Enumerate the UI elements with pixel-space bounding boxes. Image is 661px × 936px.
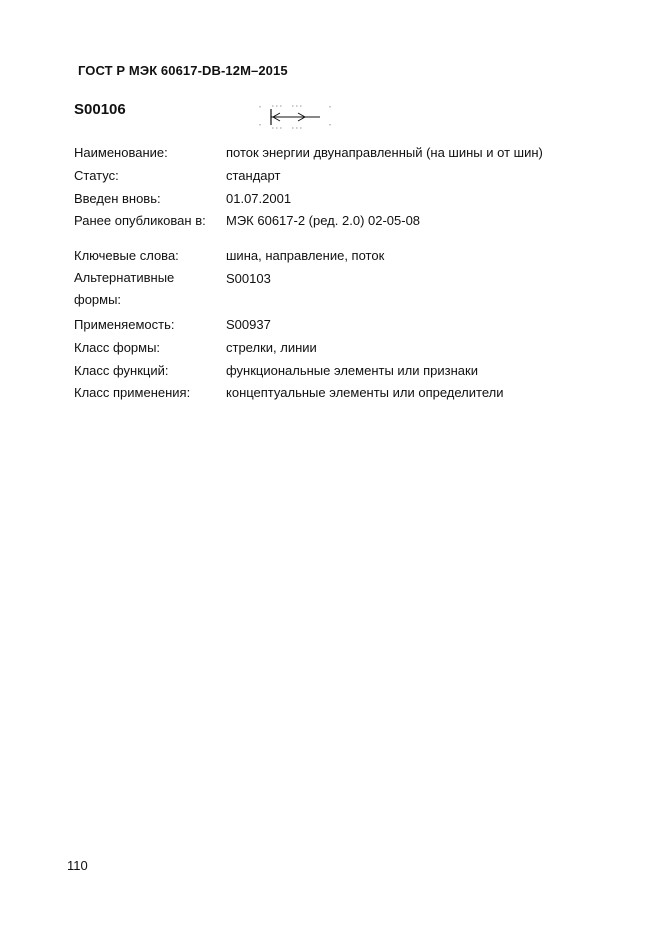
field-value: 01.07.2001	[226, 191, 292, 206]
field-value: поток энергии двунаправленный (на шины и от шин)	[226, 145, 543, 160]
field-row-applicability	[74, 317, 634, 337]
field-value: шина, направление, поток	[226, 248, 385, 263]
field-value: S00937	[226, 317, 271, 332]
page-number: 110	[67, 858, 88, 873]
field-value: функциональные элементы или признаки	[226, 363, 478, 378]
field-label: Класс применения:	[74, 385, 191, 400]
field-value: стандарт	[226, 168, 281, 183]
field-label: Класс функций:	[74, 363, 169, 378]
field-row-alternative-forms	[74, 267, 634, 311]
field-row-introduced	[74, 191, 634, 211]
field-label: Наименование:	[74, 145, 168, 160]
field-value: стрелки, линии	[226, 340, 317, 355]
bidirectional-energy-flow-to-bus-icon	[258, 104, 338, 130]
field-label: Класс формы:	[74, 340, 161, 355]
field-row-keywords	[74, 248, 634, 268]
field-label: Ранее опубликован в:	[74, 213, 206, 228]
field-row-function-class	[74, 363, 634, 383]
field-label: Применяемость:	[74, 317, 175, 332]
field-row-name	[74, 145, 634, 165]
field-row-status	[74, 168, 634, 188]
field-row-form-class	[74, 340, 634, 360]
field-value: МЭК 60617-2 (ред. 2.0) 02-05-08	[226, 213, 421, 228]
document-header: ГОСТ Р МЭК 60617-DB-12M–2015	[78, 63, 288, 78]
field-label: Ключевые слова:	[74, 248, 179, 263]
field-label: Альтернативные формы:	[74, 270, 175, 307]
field-label: Введен вновь:	[74, 191, 161, 206]
field-row-application-class	[74, 385, 634, 405]
field-label: Статус:	[74, 168, 119, 183]
symbol-code: S00106	[74, 101, 126, 118]
field-row-previously-published	[74, 213, 634, 233]
field-value: S00103	[226, 271, 271, 286]
field-value: концептуальные элементы или определители	[226, 385, 504, 400]
